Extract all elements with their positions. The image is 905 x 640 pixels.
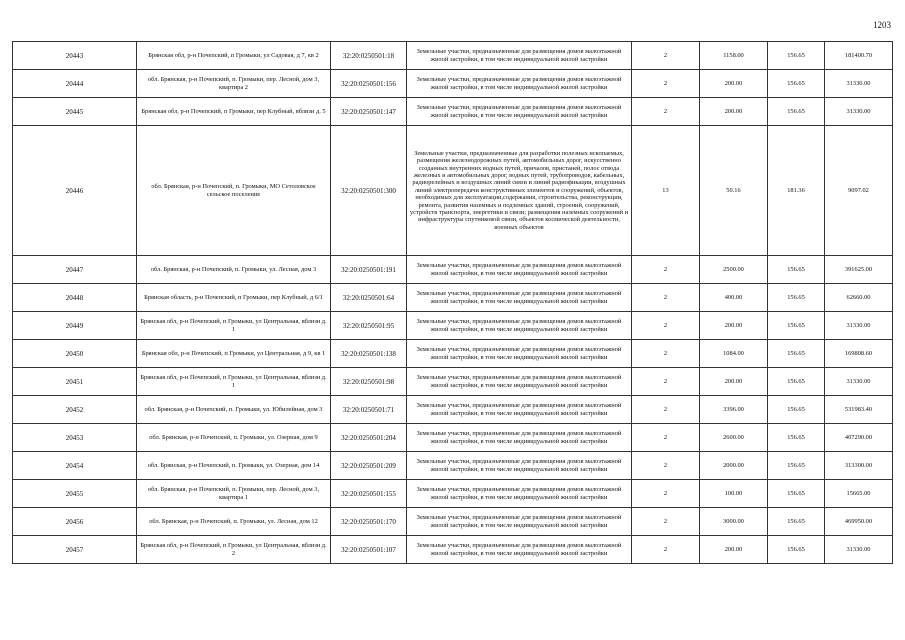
specific-value-cell: 156.65 <box>768 508 825 536</box>
cadastral-number-cell: 32:20:0250501:204 <box>331 424 407 452</box>
group-cell: 2 <box>632 98 700 126</box>
land-use-cell: Земельные участки, предназначенные для размещения домов малоэтажной жилой застройки, в том числе индивидуальной жилой застройки <box>407 508 632 536</box>
table-row <box>13 256 893 284</box>
specific-value-cell: 156.65 <box>768 480 825 508</box>
page-number: 1203 <box>873 20 891 30</box>
address-cell: Брянская область, р-н Почепский, п Громыки, пер Клубный, д 6/1 <box>137 284 331 312</box>
group-cell: 2 <box>632 508 700 536</box>
table-row <box>13 312 893 340</box>
row-number-cell: 20445 <box>13 98 137 126</box>
cadastral-number-cell: 32:20:0250501:155 <box>331 480 407 508</box>
area-cell: 200.00 <box>700 368 768 396</box>
address-cell: Брянская обл, р-н Почепский, п Громыки, пер Клубный, вблизи д. 5 <box>137 98 331 126</box>
group-cell: 2 <box>632 424 700 452</box>
specific-value-cell: 181.36 <box>768 126 825 256</box>
table-row <box>13 424 893 452</box>
land-use-cell: Земельные участки, предназначенные для размещения домов малоэтажной жилой застройки, в том числе индивидуальной жилой застройки <box>407 340 632 368</box>
specific-value-cell: 156.65 <box>768 98 825 126</box>
group-cell: 13 <box>632 126 700 256</box>
cadastral-value-table <box>12 41 893 564</box>
area-cell: 1158.00 <box>700 42 768 70</box>
cadastral-number-cell: 32:20:0250501:107 <box>331 536 407 564</box>
area-cell: 2600.00 <box>700 424 768 452</box>
cadastral-value-cell: 62660.00 <box>825 284 893 312</box>
table-body <box>13 42 893 564</box>
cadastral-number-cell: 32:20:0250501:64 <box>331 284 407 312</box>
group-cell: 2 <box>632 312 700 340</box>
specific-value-cell: 156.65 <box>768 256 825 284</box>
address-cell: обл. Брянская, р-н Почепский, п. Громыки, пер. Лесной, дом 3, квартира 1 <box>137 480 331 508</box>
cadastral-value-cell: 169808.60 <box>825 340 893 368</box>
specific-value-cell: 156.65 <box>768 312 825 340</box>
group-cell: 2 <box>632 368 700 396</box>
specific-value-cell: 156.65 <box>768 70 825 98</box>
table-row <box>13 536 893 564</box>
table-row <box>13 284 893 312</box>
land-use-cell: Земельные участки, предназначенные для размещения домов малоэтажной жилой застройки, в том числе индивидуальной жилой застройки <box>407 452 632 480</box>
group-cell: 2 <box>632 396 700 424</box>
row-number-cell: 20447 <box>13 256 137 284</box>
specific-value-cell: 156.65 <box>768 424 825 452</box>
area-cell: 400.00 <box>700 284 768 312</box>
group-cell: 2 <box>632 536 700 564</box>
cadastral-value-cell: 31330.00 <box>825 312 893 340</box>
area-cell: 3396.00 <box>700 396 768 424</box>
cadastral-number-cell: 32:20:0250501:18 <box>331 42 407 70</box>
area-cell: 200.00 <box>700 312 768 340</box>
row-number-cell: 20448 <box>13 284 137 312</box>
cadastral-value-cell: 31330.00 <box>825 368 893 396</box>
land-use-cell: Земельные участки, предназначенные для размещения домов малоэтажной жилой застройки, в том числе индивидуальной жилой застройки <box>407 70 632 98</box>
land-use-cell: Земельные участки, предназначенные для разработки полезных ископаемых, размещения железнодорожных путей, автомобильных дорог, искусственно созданных внутренних водных путей, причалов, пристаней, полос отвода железных и автомобильных дорог, водных путей, трубопроводов, кабельных, радиорелейных и воздушных линий связи и линий радиофикации, воздушных линий электропередачи конструктивных элементов и сооружений, объектов, необходимых для эксплуатации,содержания, строительства, реконструкции, ремонта, развития наземных и подземных зданий, строений, сооружений, устройств транспорта, энергетики и связи; размещения наземных сооружений и инфраструктуры спутниковой связи, объектов космической деятельности, военных объектов <box>407 126 632 256</box>
land-use-cell: Земельные участки, предназначенные для размещения домов малоэтажной жилой застройки, в том числе индивидуальной жилой застройки <box>407 284 632 312</box>
specific-value-cell: 156.65 <box>768 396 825 424</box>
group-cell: 2 <box>632 480 700 508</box>
row-number-cell: 20455 <box>13 480 137 508</box>
address-cell: Брянская обл, р-н Почепский, п Громыки, ул Садовая, д 7, кв 2 <box>137 42 331 70</box>
area-cell: 200.00 <box>700 536 768 564</box>
land-use-cell: Земельные участки, предназначенные для размещения домов малоэтажной жилой застройки, в том числе индивидуальной жилой застройки <box>407 424 632 452</box>
group-cell: 2 <box>632 452 700 480</box>
row-number-cell: 20457 <box>13 536 137 564</box>
area-cell: 2500.00 <box>700 256 768 284</box>
group-cell: 2 <box>632 70 700 98</box>
cadastral-number-cell: 32:20:0250501:300 <box>331 126 407 256</box>
area-cell: 50.16 <box>700 126 768 256</box>
address-cell: обл. Брянская, р-н Почепский, п. Громыки, ул. Лесная, дом 3 <box>137 256 331 284</box>
land-use-cell: Земельные участки, предназначенные для размещения домов малоэтажной жилой застройки, в том числе индивидуальной жилой застройки <box>407 480 632 508</box>
area-cell: 3000.00 <box>700 508 768 536</box>
table-row <box>13 368 893 396</box>
row-number-cell: 20446 <box>13 126 137 256</box>
cadastral-number-cell: 32:20:0250501:156 <box>331 70 407 98</box>
row-number-cell: 20456 <box>13 508 137 536</box>
row-number-cell: 20450 <box>13 340 137 368</box>
land-use-cell: Земельные участки, предназначенные для размещения домов малоэтажной жилой застройки, в том числе индивидуальной жилой застройки <box>407 42 632 70</box>
row-number-cell: 20443 <box>13 42 137 70</box>
cadastral-value-cell: 181400.70 <box>825 42 893 70</box>
address-cell: обл. Брянская, р-н Почепский, п. Громыки, ул. Озерная, дом 9 <box>137 424 331 452</box>
specific-value-cell: 156.65 <box>768 340 825 368</box>
row-number-cell: 20453 <box>13 424 137 452</box>
table-row <box>13 508 893 536</box>
cadastral-number-cell: 32:20:0250501:170 <box>331 508 407 536</box>
area-cell: 100.00 <box>700 480 768 508</box>
area-cell: 200.00 <box>700 70 768 98</box>
cadastral-value-cell: 31330.00 <box>825 98 893 126</box>
specific-value-cell: 156.65 <box>768 452 825 480</box>
cadastral-value-cell: 15665.00 <box>825 480 893 508</box>
address-cell: обл. Брянская, р-н Почепский, п. Громыки, ул. Лесная, дом 12 <box>137 508 331 536</box>
address-cell: Брянская обл, р-н Почепский, п Громыки, ул Центральная, вблизи д. 2 <box>137 536 331 564</box>
cadastral-number-cell: 32:20:0250501:95 <box>331 312 407 340</box>
address-cell: Брянская обл, р-н Почепский, п Громыки, ул Центральная, вблизи д. 1 <box>137 312 331 340</box>
address-cell: Брянская обл, р-н Почепский, п Громыки, ул Центральная, вблизи д. 1 <box>137 368 331 396</box>
cadastral-number-cell: 32:20:0250501:191 <box>331 256 407 284</box>
cadastral-value-cell: 31330.00 <box>825 70 893 98</box>
address-cell: обл. Брянская, р-н Почепский, п. Громыки, пер. Лесной, дом 3, квартира 2 <box>137 70 331 98</box>
table-row <box>13 42 893 70</box>
table-row <box>13 340 893 368</box>
table-row <box>13 452 893 480</box>
land-use-cell: Земельные участки, предназначенные для размещения домов малоэтажной жилой застройки, в том числе индивидуальной жилой застройки <box>407 368 632 396</box>
cadastral-number-cell: 32:20:0250501:71 <box>331 396 407 424</box>
cadastral-value-cell: 313300.00 <box>825 452 893 480</box>
cadastral-number-cell: 32:20:0250501:209 <box>331 452 407 480</box>
table-row <box>13 480 893 508</box>
land-use-cell: Земельные участки, предназначенные для размещения домов малоэтажной жилой застройки, в том числе индивидуальной жилой застройки <box>407 256 632 284</box>
cadastral-number-cell: 32:20:0250501:147 <box>331 98 407 126</box>
group-cell: 2 <box>632 340 700 368</box>
address-cell: обл. Брянская, р-н Почепский, п. Громыки, МО Сетоловское сельское поселение <box>137 126 331 256</box>
table-row <box>13 126 893 256</box>
specific-value-cell: 156.65 <box>768 368 825 396</box>
address-cell: обл. Брянская, р-н Почепский, п. Громыки, ул. Озерная, дом 14 <box>137 452 331 480</box>
land-use-cell: Земельные участки, предназначенные для размещения домов малоэтажной жилой застройки, в том числе индивидуальной жилой застройки <box>407 536 632 564</box>
area-cell: 1084.00 <box>700 340 768 368</box>
area-cell: 2000.00 <box>700 452 768 480</box>
land-use-cell: Земельные участки, предназначенные для размещения домов малоэтажной жилой застройки, в том числе индивидуальной жилой застройки <box>407 396 632 424</box>
cadastral-value-cell: 469950.00 <box>825 508 893 536</box>
group-cell: 2 <box>632 284 700 312</box>
table-row <box>13 98 893 126</box>
specific-value-cell: 156.65 <box>768 284 825 312</box>
cadastral-value-cell: 31330.00 <box>825 536 893 564</box>
row-number-cell: 20451 <box>13 368 137 396</box>
row-number-cell: 20444 <box>13 70 137 98</box>
cadastral-value-cell: 391625.00 <box>825 256 893 284</box>
cadastral-value-cell: 531983.40 <box>825 396 893 424</box>
group-cell: 2 <box>632 42 700 70</box>
row-number-cell: 20454 <box>13 452 137 480</box>
specific-value-cell: 156.65 <box>768 42 825 70</box>
table-row <box>13 70 893 98</box>
cadastral-value-cell: 9097.02 <box>825 126 893 256</box>
address-cell: обл. Брянская, р-н Почепский, п. Громыки, ул. Юбилейная, дом 3 <box>137 396 331 424</box>
address-cell: Брянская обл, р-н Почепский, п Громыки, ул Центральная, д 9, кв 1 <box>137 340 331 368</box>
cadastral-value-cell: 407290.00 <box>825 424 893 452</box>
table-row <box>13 396 893 424</box>
group-cell: 2 <box>632 256 700 284</box>
row-number-cell: 20452 <box>13 396 137 424</box>
specific-value-cell: 156.65 <box>768 536 825 564</box>
area-cell: 200.00 <box>700 98 768 126</box>
land-use-cell: Земельные участки, предназначенные для размещения домов малоэтажной жилой застройки, в том числе индивидуальной жилой застройки <box>407 98 632 126</box>
row-number-cell: 20449 <box>13 312 137 340</box>
cadastral-number-cell: 32:20:0250501:138 <box>331 340 407 368</box>
cadastral-number-cell: 32:20:0250501:98 <box>331 368 407 396</box>
land-use-cell: Земельные участки, предназначенные для размещения домов малоэтажной жилой застройки, в том числе индивидуальной жилой застройки <box>407 312 632 340</box>
